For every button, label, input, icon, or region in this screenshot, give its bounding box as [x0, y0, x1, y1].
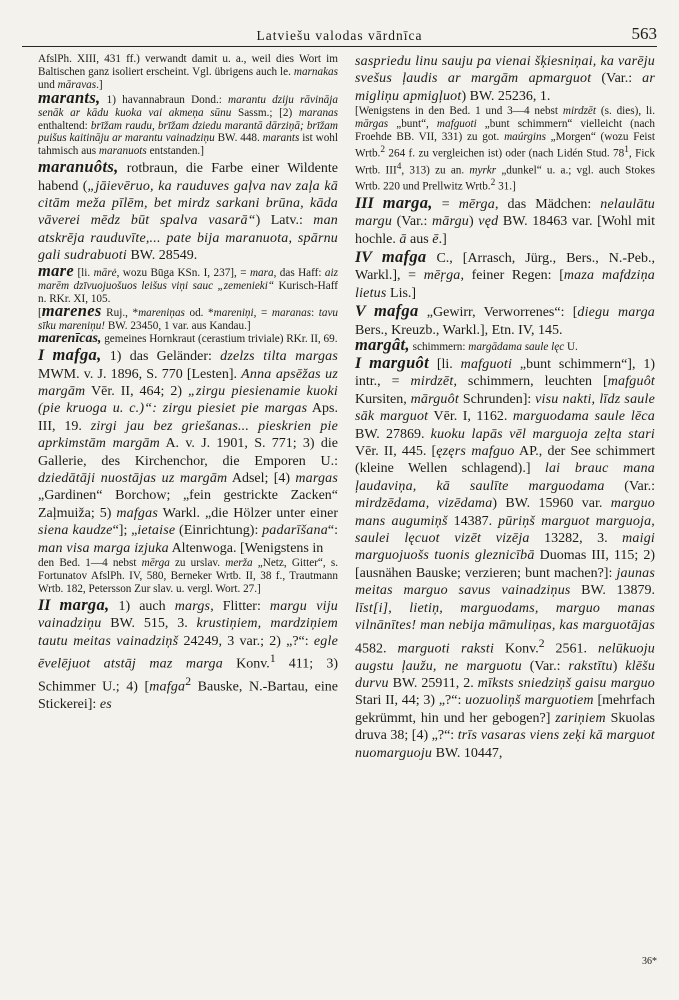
dictionary-entry: I mafga, 1) das Geländer: dzelzs tilta margas MWM. v. J. 1896, S. 770 [Lesten]. Anna apsēžas uz margām Vēr. II, 464; 2) „zirgu piesienamie kuoki (pie kruoga u. c.)“: zirgu piesiet pie margas Aps. III, 19. zirgi jau bez griešanas... pieskrien pie aprkimstām margām A. v. J. 1901, S. 771; 3) die Gallerie, des Kirchenchor, die Emporen U.: dziedātāji nuostājas uz margām Adsel; [4) margas „Gardinen“ Borchow; „fein gestrickte Zacken“ Zaļmuiža; 5) mafgas Warkl. „die Hölzer unter einer siena kaudze“]; „ietaise (Einrichtung): padarīšana“: man visa marga izjuka Altenwoga. [Wenigstens in [38, 345, 339, 556]
dictionary-entry: I marguôt [li. mafguoti „bunt schimmern“], 1) intr., = mirdzēt, schimmern, leuchten [mafguôt Kursiten, mārguôt Schrunden]: visu nakti, līdz saule sāk marguot Vēr. I, 1162. marguodama saule lēca BW. 27869. kuoku lapās vēl marguoja zeļta stari Vēr. II, 445. [ęzęrs mafguo AP., der See schimmert (kleine Wellen schlagend).] lai brauc mana ļaudaviņa, kā saulīte marguodama (Var.: mirdzēdama, vizēdama) BW. 15960 var. marguo mans augumiņš 14387. pūriņš marguot marguoja, saulei lęcuot vizēt vizēja 13282, 3. maigi marguojuošs tuonis gleznicībā Duomas III, 115; 2) [ausnähen Bauske; verzieren; bunt machen?]: jaunas meitas marguo savus vainadziņus BW. 13879. līst[i], lietiņ, marguodams, marguo manas vilnānītes! man nebija māmuliņas, kas marguotājas 4582. marguoti raksti Konv.$^2$ 2561. nelūkuoju augstu ļaužu, ne marguotu (Var.: rakstītu) klēšu durvu BW. 25911, 2. mīksts sniedziņš gaisu marguo Stari II, 44; 3) „?“: uozuoliņš marguotiem [mehrfach gekrümmt, hin und her gebogen?] zariņiem Skuolas druva 38; [4) „?“: trīs vasaras viens zeķi kā marguot nuomarguoju BW. 10447, [355, 353, 656, 761]
dictionary-entry: AfslPh. XIII, 431 ff.) verwandt damit u. a., weil dies Wort im Baltischen ganz isoliert erscheint. Vgl. übrigens auch le. marnakas und māravas.] [38, 53, 338, 91]
page-header [0, 0, 679, 44]
dictionary-entry: IV mafga C., [Arrasch, Jürg., Bers., N.-Peb., Warkl.], = mēŗga, feiner Regen: [maza mafdziņa lietus Lis.] [355, 247, 655, 301]
right-column [355, 53, 655, 762]
dictionary-entry: mare [li. mārė, wozu Būga KSn. I, 237], = mara, das Haff: aiz marēm dzīvuojuošuos leišus viņi sauc „zemenieki“ Kurisch-Haff n. RKr. XI, 105. [38, 260, 338, 305]
dictionary-entry: saspriedu linu sauju pa vienai šķiesniņai, ka varēju svešus ļaudis ar margām apmarguot (Var.: ar migliņu apmigļuot) BW. 25236, 1. [355, 54, 655, 104]
signature-mark: 36* [642, 956, 657, 967]
left-column [38, 53, 338, 713]
dictionary-entry: margât, schimmern: margādama saule lęc U. [355, 335, 578, 355]
page-number: 563 [631, 24, 657, 43]
header-rule [22, 46, 657, 47]
dictionary-entry: [Wenigstens in den Bed. 1 und 3—4 nebst mirdzēt (s. dies), li. mārgas „bunt“, mafguoti „bunt schimmern“ vielleicht (nach Froehde BB. VII, 331) zu got. maúrgins „Morgen“ (wozu Feist Wrtb.$^2$ 264 f. zu vergleichen ist) oder (nach Lidén Stud. $78^1$, Fick Wrtb. III$^4$, 313) zu an. myrkr „dunkel“ u. a.; vgl. auch Stokes Wrtb. 220 und Prellwitz Wrtb.$^2$ 31.] [355, 105, 655, 193]
dictionary-entry: III marga, = mērga, das Mädchen: nelaulātu margu (Var.: mārgu) vęd BW. 18463 var. [Wohl mit hochle. ā aus ē.] [355, 192, 655, 247]
dictionary-entry: II marga, 1) auch margs, Flitter: margu viju vainadziņu BW. 515, 3. krustiņiem, mardziņiem tautu meitas vainadziņš 24249, 3 var.; 2) „?“: egle ēvelējuot atstāj maz marga Konv.$^1$ 411; 3) Schimmer U.; 4) [mafga$^2$ Bauske, N.-Bartau, eine Stickerei]: es [38, 594, 339, 713]
dictionary-entry: maranuôts, rotbraun, die Farbe einer Wildente habend („jāievēruo, ka rauduves gaļva nav zaļa kā citām meža pīlēm, bet mirdz sarkani brūna, kāda vāverei mēdz būt spalva vasarā“) Latv.: man atskrēja rauduvīte,... pate bija maranuota, spārnu gali sudrabuoti BW. 28549. [38, 157, 339, 264]
running-title: Latviešu valodas vārdnīca [256, 28, 423, 43]
dictionary-entry: marants, 1) havannabraun Dond.: marantu dziju rāvināja senāk ar kādu kuoka vai akmeņa sūnu Sassm.; [2) maranas enthaltend: brīžam raudu, brīžam dziedu marantā dārziņā; brīžam puišus kaitināju ar marantu vainadziņu BW. 448. marants ist wohl tahmisch aus maranuots entstanden.] [38, 87, 338, 158]
dictionary-entry: marenīcas, gemeines Hornkraut (cerastium triviale) RKr. II, 69. [38, 331, 338, 347]
dictionary-entry: [marenes Ruj., *mareniņas od. *mareniņi, = maranas: tavu sīku mareniņu! BW. 23450, 1 var. aus Kandau.] [38, 301, 339, 333]
dictionary-entry: V mafga „Gewirr, Verworrenes“: [diegu marga Bers., Kreuzb., Warkl.], Etn. IV, 145. [355, 301, 655, 338]
dictionary-entry: den Bed. 1—4 nebst mērga zu urslav. merža „Netz, Gitter“, s. Fortunatov AfslPh. IV, 580, Berneker Wrtb. II, 38 f., Trautmann Wrtb. 182, Petersson Zur slav. u. vergl. Wort. 27.] [38, 557, 339, 595]
